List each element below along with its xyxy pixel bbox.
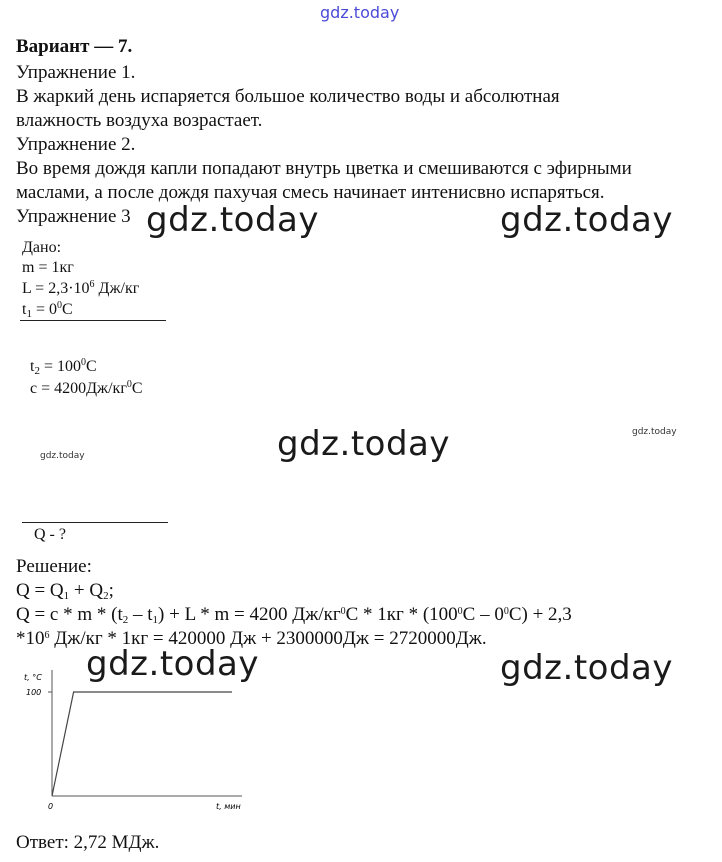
chart-y-axis-label: t, °C xyxy=(24,673,42,682)
given-divider-2 xyxy=(22,522,168,523)
heating-chart xyxy=(20,664,250,814)
given-t2: $t_2 = 100^0C$ xyxy=(30,357,97,377)
watermark-small-2: gdz.today xyxy=(40,451,85,461)
watermark-3: gdz.today xyxy=(277,424,450,464)
exercise-2-text-line2: маслами, а после дождя пахучая смесь начинает интенисвно испаряться. xyxy=(16,182,605,203)
given-divider-1 xyxy=(20,320,166,321)
exercise-2-title: Упражнение 2. xyxy=(16,134,136,155)
exercise-1-text-line1: В жаркий день испаряется большое количество воды и абсолютная xyxy=(16,86,560,107)
solution-equation-2: $Q = c * m * (t_2 - t_1) + L * m = 4200$ $Дж/кг^0C * 1кг * (100^0C - 0^0C) + 2,3$ xyxy=(16,604,572,626)
answer: Ответ: 2,72 МДж. xyxy=(16,832,160,853)
watermark-2: gdz.today xyxy=(500,200,673,240)
watermark-5: gdz.today xyxy=(500,648,673,688)
solution-equation-3: $*10^6$ Дж/кг * 1кг = 420000 Дж + 2300000Дж = 2720000Дж. xyxy=(16,628,487,649)
given-t1: $t_1 = 0^0C$ xyxy=(22,300,73,320)
watermark-top: gdz.today xyxy=(320,3,400,22)
chart-series-line xyxy=(52,692,232,796)
exercise-1-title: Упражнение 1. xyxy=(16,62,136,83)
chart-x-origin-label: 0 xyxy=(48,802,54,811)
given-mass: m = 1кг xyxy=(22,259,74,276)
watermark-1: gdz.today xyxy=(146,200,319,240)
chart-y-tick-label: 100 xyxy=(26,688,42,697)
solution-label: Решение: xyxy=(16,556,92,577)
find-quantity: Q - ? xyxy=(34,526,66,543)
given-specific-heat: $c = 4200Дж/кг^0C$ xyxy=(30,379,143,397)
given-latent-heat: $L = 2,3\cdot 10^6$ Дж/кг xyxy=(22,279,140,297)
chart-x-axis-label: t, мин xyxy=(216,802,241,811)
exercise-2-text-line1: Во время дождя капли попадают внутрь цветка и смешиваются с эфирными xyxy=(16,158,632,179)
variant-heading: Вариант — 7. xyxy=(16,36,133,57)
given-label: Дано: xyxy=(22,239,62,256)
watermark-4: gdz.today xyxy=(86,644,259,684)
solution-equation-1: $Q = Q_1 + Q_2$; xyxy=(16,580,114,602)
exercise-1-text-line2: влажность воздуха возрастает. xyxy=(16,110,263,131)
exercise-3-title: Упражнение 3 xyxy=(16,206,131,227)
watermark-small-1: gdz.today xyxy=(632,427,677,437)
